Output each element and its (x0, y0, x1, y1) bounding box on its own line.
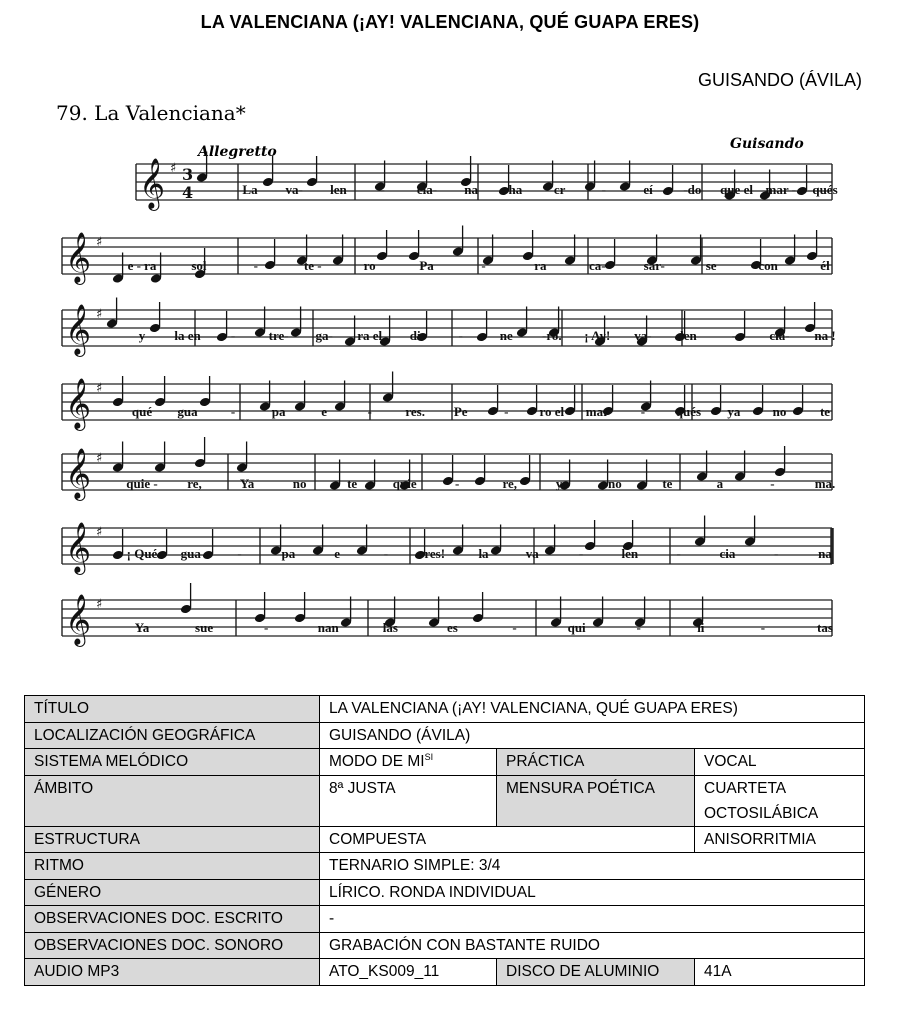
row-sistema (25, 749, 865, 776)
lyric-syllable: con (758, 258, 778, 273)
label-titulo: TÍTULO (25, 696, 320, 723)
row-obs-sonoro (25, 932, 865, 959)
lyric-syllable: res. (405, 404, 426, 419)
label-disco: DISCO DE ALUMINIO (497, 959, 695, 986)
lyric-syllable: no (607, 476, 622, 491)
value-disco: 41A (695, 959, 865, 986)
lyric-syllable: res! (424, 546, 446, 561)
treble-clef: 𝄞 (65, 594, 92, 645)
lyric-syllable: - (481, 258, 486, 273)
lyric-syllable: qui (567, 620, 586, 635)
lyric-syllable: va- (634, 328, 652, 343)
lyric-syllable: cr (553, 182, 566, 197)
key-signature-sharp: ♯ (96, 381, 103, 396)
lyric-syllable: len (621, 546, 639, 561)
lyric-syllable: a (716, 476, 724, 491)
value-obs-escrito: - (320, 906, 865, 933)
lyric-syllable: ya (727, 404, 741, 419)
score-place: Guisando (730, 136, 804, 152)
tempo-marking: Allegretto (198, 144, 277, 160)
lyric-syllable: no (772, 404, 787, 419)
value-sistema-text: MODO DE MI (329, 753, 425, 770)
lyric-syllable: - (367, 404, 372, 419)
lyric-syllable: na (464, 182, 479, 197)
lyric-syllable: las (382, 620, 398, 635)
time-signature-top: 3 (182, 165, 194, 184)
row-titulo (25, 696, 865, 723)
score-heading: 79. La Valenciana* (56, 101, 246, 125)
label-audio: AUDIO MP3 (25, 959, 320, 986)
row-ambito (25, 775, 865, 826)
lyric-syllable: len (330, 182, 347, 197)
lyric-syllable: no (292, 476, 307, 491)
label-mensura: MENSURA POÉTICA (497, 775, 695, 826)
lyric-syllable: -ro. (541, 328, 562, 343)
lyric-syllable: pa (271, 404, 286, 419)
key-signature-sharp: ♯ (170, 161, 177, 176)
lyric-syllable: quie (392, 476, 417, 491)
value-obs-sonoro: GRABACIÓN CON BASTANTE RUIDO (320, 932, 865, 959)
treble-clef: 𝄞 (65, 304, 92, 355)
staff-system (62, 516, 832, 576)
key-signature-sharp: ♯ (96, 525, 103, 540)
time-signature-bottom: 4 (182, 183, 194, 202)
lyric-syllable: te (819, 404, 831, 419)
lyric-syllable: y (138, 328, 146, 343)
lyric-syllable: - (455, 476, 460, 491)
lyric-syllable: - (578, 546, 584, 561)
lyric-syllable: qués (675, 404, 702, 419)
lyric-syllable: di (409, 328, 421, 343)
lyric-syllable: - (383, 546, 389, 561)
lyric-syllable: - (230, 404, 236, 419)
lyric-syllable: re, (502, 476, 518, 491)
lyric-syllable: que el (720, 182, 753, 197)
lyric-syllable: ga- (315, 328, 333, 343)
key-signature-sharp: ♯ (96, 235, 103, 250)
lyric-syllable: eí (643, 182, 653, 197)
lyric-syllable: qué (131, 404, 153, 419)
label-ambito: ÁMBITO (25, 775, 320, 826)
lyric-syllable: na ! (814, 328, 836, 343)
lyric-syllable: quie - (126, 476, 158, 491)
document-title: LA VALENCIANA (¡AY! VALENCIANA, QUÉ GUAPA ERES) (200, 12, 700, 32)
lyric-syllable: - (770, 476, 775, 491)
label-localizacion: LOCALIZACIÓN GEOGRÁFICA (25, 722, 320, 749)
lyric-syllable: - (760, 620, 766, 635)
lyric-syllable: sol (191, 258, 207, 273)
key-signature-sharp: ♯ (96, 307, 103, 322)
lyric-syllable: - (253, 258, 259, 273)
label-genero: GÉNERO (25, 879, 320, 906)
row-ritmo (25, 853, 865, 880)
treble-clef: 𝄞 (65, 378, 92, 429)
staff-system (62, 437, 832, 501)
treble-clef: 𝄞 (65, 232, 92, 283)
lyric-syllable: tas (817, 620, 833, 635)
lyric-syllable: ra el (357, 328, 383, 343)
lyric-syllable: - (676, 546, 681, 561)
lyric-syllable: tre- (268, 328, 289, 343)
lyric-syllable: e - ra (127, 258, 157, 273)
lyric-syllable: - (264, 620, 269, 635)
value-ritmo: TERNARIO SIMPLE: 3/4 (320, 853, 865, 880)
lyric-syllable: na (818, 546, 832, 561)
lyric-syllable: ne (499, 328, 513, 343)
lyric-syllable: - (640, 404, 646, 419)
treble-clef: 𝄞 (65, 522, 92, 573)
value-titulo: LA VALENCIANA (¡AY! VALENCIANA, QUÉ GUAPA ERES) (320, 696, 865, 723)
staff-systems (62, 152, 838, 648)
lyric-syllable: la (478, 546, 489, 561)
lyric-syllable: gua (177, 404, 198, 419)
staff-system (62, 372, 832, 432)
key-signature-sharp: ♯ (96, 451, 103, 466)
lyric-syllable: ya (555, 476, 569, 491)
lyric-syllable: sar- (643, 258, 665, 273)
lyric-syllable: ro (363, 258, 376, 273)
value-estructura: COMPUESTA (320, 826, 695, 853)
lyric-syllable: ra (534, 258, 547, 273)
lyric-syllable: cia- (769, 328, 790, 343)
lyric-syllable: ro el (539, 404, 565, 419)
lyric-syllable: - (601, 182, 607, 197)
lyric-syllable: cia- (416, 182, 438, 197)
lyric-syllable: - (774, 546, 779, 561)
lyric-syllable: - (458, 328, 463, 343)
lyric-syllable: te (347, 476, 358, 491)
lyric-syllable: él (820, 258, 830, 273)
lyric-syllable: cia (719, 546, 736, 561)
key-signature-sharp: ♯ (96, 597, 103, 612)
treble-clef: 𝄞 (139, 158, 166, 209)
lyric-syllable: - (636, 620, 641, 635)
lyric-syllable: e (321, 404, 328, 419)
lyric-syllable: - (237, 546, 242, 561)
lyric-syllable: Ya (134, 620, 150, 635)
value-mensura: CUARTETA OCTOSILÁBICA (695, 775, 865, 826)
lyric-syllable: ha (508, 182, 523, 197)
lyric-syllable: qués (812, 182, 838, 197)
value-ambito: 8ª JUSTA (320, 775, 497, 826)
value-localizacion: GUISANDO (ÁVILA) (320, 722, 865, 749)
lyric-syllable: re, (187, 476, 202, 491)
lyric-syllable: Pa (419, 258, 434, 273)
lyric-syllable: gua (180, 546, 201, 561)
label-practica: PRÁCTICA (497, 749, 695, 776)
staff-system (62, 583, 832, 647)
lyric-syllable: ¡ Qué (126, 546, 158, 561)
lyric-syllable: mar (585, 404, 609, 419)
lyric-syllable: - (512, 620, 517, 635)
lyric-syllable: len (680, 328, 697, 343)
lyric-syllable: li (697, 620, 705, 635)
row-estructura (25, 826, 865, 853)
lyric-syllable: ca- (589, 258, 606, 273)
lyric-syllable: la en (174, 328, 201, 343)
value-sistema-sup: SI (424, 752, 434, 762)
staff-system (62, 226, 832, 286)
value-audio: ATO_KS009_11 (320, 959, 497, 986)
metadata-table (24, 695, 865, 986)
lyric-syllable: va (525, 546, 539, 561)
value-anisorritmia: ANISORRITMIA (695, 826, 865, 853)
lyric-syllable: es (447, 620, 458, 635)
lyric-syllable: Ya (239, 476, 255, 491)
lyric-syllable: va- (285, 182, 303, 197)
lyric-syllable: - (230, 328, 236, 343)
value-practica: VOCAL (695, 749, 865, 776)
treble-clef: 𝄞 (65, 448, 92, 499)
lyric-syllable: -do (683, 182, 702, 197)
lyric-syllable: mar - (765, 182, 796, 197)
lyric-syllable: ¡ Ay! (584, 328, 611, 343)
lyric-syllable: - (380, 182, 385, 197)
row-genero (25, 879, 865, 906)
label-sistema: SISTEMA MELÓDICO (25, 749, 320, 776)
value-genero: LÍRICO. RONDA INDIVIDUAL (320, 879, 865, 906)
lyric-syllable: te - (303, 258, 322, 273)
lyric-syllable: La (242, 182, 258, 197)
music-score (50, 92, 850, 660)
lyric-syllable: e (334, 546, 341, 561)
row-audio (25, 959, 865, 986)
row-localizacion (25, 722, 865, 749)
lyric-syllable: nan (317, 620, 339, 635)
value-sistema (320, 749, 497, 776)
lyric-syllable: te (662, 476, 673, 491)
row-obs-escrito (25, 906, 865, 933)
lyric-syllable: se (705, 258, 717, 273)
lyric-syllable: pa (281, 546, 296, 561)
document-location: GUISANDO (ÁVILA) (697, 70, 862, 90)
label-ritmo: RITMO (25, 853, 320, 880)
label-obs-escrito: OBSERVACIONES DOC. ESCRITO (25, 906, 320, 933)
lyric-syllable: - (731, 328, 737, 343)
lyric-syllable: - (504, 404, 509, 419)
lyric-syllable: sue (195, 620, 214, 635)
label-obs-sonoro: OBSERVACIONES DOC. SONORO (25, 932, 320, 959)
lyric-syllable: Pe (453, 404, 468, 419)
lyric-syllable: ma. (814, 476, 836, 491)
label-estructura: ESTRUCTURA (25, 826, 320, 853)
